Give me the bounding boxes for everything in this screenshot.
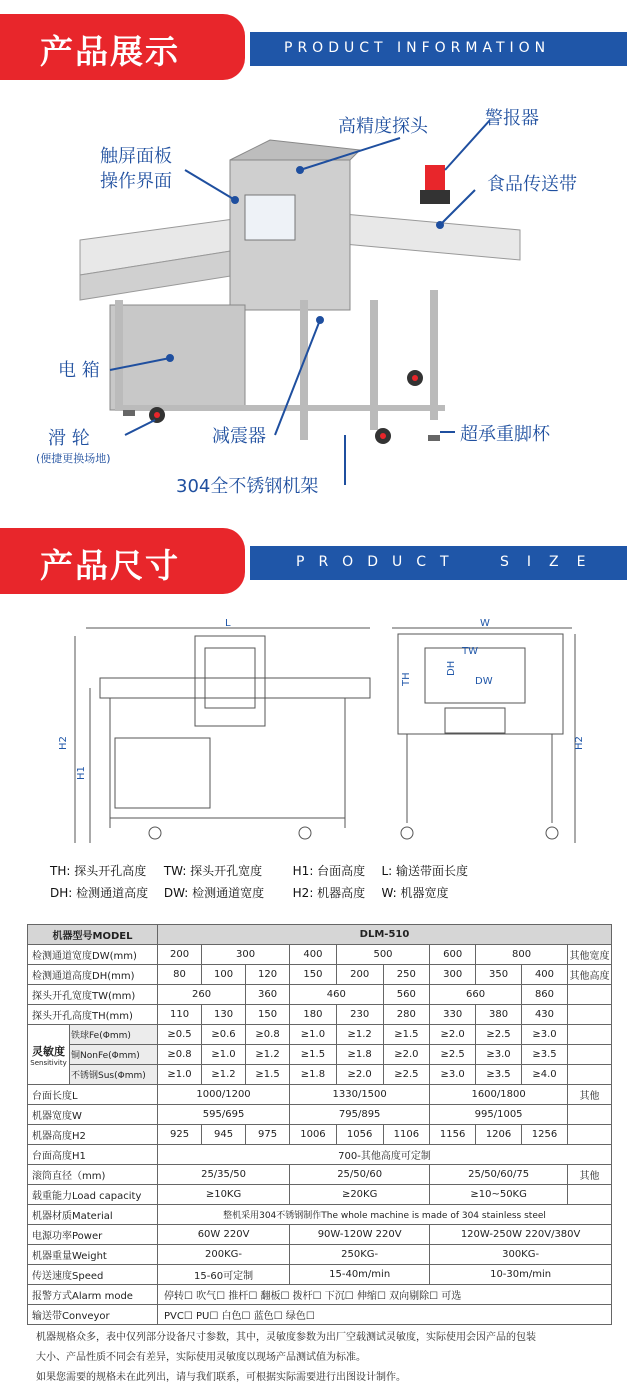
dim-L: L <box>225 618 231 629</box>
th-cell: 130 <box>202 1005 246 1025</box>
legend-row-1 <box>50 862 468 879</box>
dw-cell: 800 <box>476 945 568 965</box>
callout-box: 电 箱 <box>58 360 100 381</box>
callout-wheel: 滑 轮 <box>48 428 90 449</box>
alarm-option: 可选 <box>441 1291 462 1302</box>
tw-cell: 460 <box>290 985 383 1005</box>
banner-title: 产品尺寸 <box>40 546 180 585</box>
dim-DH: DH <box>446 660 457 676</box>
dw-other: 其他宽度 <box>568 945 612 965</box>
fe-cell: ≥0.5 <box>158 1025 202 1045</box>
nonfe-cell: ≥1.8 <box>336 1045 383 1065</box>
nonfe-cell: ≥1.2 <box>246 1045 290 1065</box>
belt-option: PU <box>196 1311 210 1322</box>
th-cell: 430 <box>521 1005 567 1025</box>
dim-W: W <box>480 618 490 629</box>
belt-option: PVC <box>164 1311 184 1322</box>
l-cell: 1330/1500 <box>290 1085 430 1105</box>
legend-item: L: 输送带面长度 <box>381 864 469 878</box>
table-row <box>28 985 612 1005</box>
power-cell: 60W 220V <box>158 1225 290 1245</box>
weight-cell: 300KG- <box>430 1245 612 1265</box>
sensitivity-label <box>28 1025 70 1085</box>
table-row <box>28 1265 612 1285</box>
nonfe-cell: ≥0.8 <box>158 1045 202 1065</box>
banner-red-tab <box>0 528 245 594</box>
legend-item: H1: 台面高度 <box>292 864 366 878</box>
dw-cell: 300 <box>202 945 290 965</box>
table-row <box>28 1285 612 1305</box>
tw-cell: 560 <box>383 985 430 1005</box>
dw-cell: 600 <box>430 945 476 965</box>
table-row <box>28 1125 612 1145</box>
dh-cell: 80 <box>158 965 202 985</box>
fe-cell: ≥1.0 <box>290 1025 337 1045</box>
table-row <box>28 1205 612 1225</box>
callout-probe: 高精度探头 <box>338 116 428 137</box>
fe-cell: ≥0.6 <box>202 1025 246 1045</box>
load-label: 载重能力Load capacity <box>28 1185 158 1205</box>
dim-TH: TH <box>401 672 412 686</box>
product-info-banner <box>0 14 627 80</box>
l-label: 台面长度L <box>28 1085 158 1105</box>
banner-blue-bar <box>250 32 627 66</box>
speed-cell: 15-40m/min <box>290 1265 430 1285</box>
table-row <box>28 945 612 965</box>
tw-cell: 360 <box>246 985 290 1005</box>
sus-cell: ≥1.5 <box>246 1065 290 1085</box>
belt-option: 绿色 <box>285 1311 306 1322</box>
power-cell: 120W-250W 220V/380V <box>430 1225 612 1245</box>
h2-cell: 945 <box>202 1125 246 1145</box>
load-cell: ≥10KG <box>158 1185 290 1205</box>
table-row <box>28 1105 612 1125</box>
fe-label: 铁球Fe(Φmm) <box>70 1025 158 1045</box>
legend-item: H2: 机器高度 <box>292 886 366 900</box>
banner-subtitle-2: SIZE <box>500 554 604 570</box>
alarm-option: 吹气 <box>196 1291 217 1302</box>
dw-cell: 400 <box>290 945 337 965</box>
w-label: 机器宽度W <box>28 1105 158 1125</box>
callout-damper: 减震器 <box>212 426 266 447</box>
legend-item: DH: 检测通道高度 <box>50 886 149 900</box>
belt-options: PVC☐ PU☐ 白色☐ 蓝色☐ 绿色☐ <box>158 1305 612 1325</box>
tw-label: 探头开孔宽度TW(mm) <box>28 985 158 1005</box>
roller-label: 滚筒直径（mm) <box>28 1165 158 1185</box>
alarm-option: 下沉 <box>324 1291 345 1302</box>
l-cell: 1000/1200 <box>158 1085 290 1105</box>
h2-cell: 1156 <box>430 1125 476 1145</box>
roller-cell: 25/50/60 <box>290 1165 430 1185</box>
product-size-banner <box>0 528 627 594</box>
notes <box>36 1328 596 1388</box>
sus-cell: ≥4.0 <box>521 1065 567 1085</box>
belt-option: 白色 <box>221 1311 242 1322</box>
table-row <box>28 1245 612 1265</box>
table-row <box>28 1025 612 1045</box>
dh-cell: 250 <box>383 965 430 985</box>
callout-touch: 触屏面板 <box>100 146 172 167</box>
alarm-option: 推杆 <box>228 1291 249 1302</box>
sus-cell: ≥1.8 <box>290 1065 337 1085</box>
table-row <box>28 965 612 985</box>
th-label: 探头开孔高度TH(mm) <box>28 1005 158 1025</box>
machine-illustration <box>0 90 627 510</box>
legend-item: TW: 探头开孔宽度 <box>163 864 263 878</box>
alarm-option: 双向剔除 <box>389 1291 430 1302</box>
dh-cell: 350 <box>476 965 522 985</box>
sensitivity-en: Sensitivity <box>30 1058 67 1067</box>
weight-cell: 250KG- <box>290 1245 430 1265</box>
table-row <box>28 1005 612 1025</box>
note-line: 大小、产品性质不同会有差异，实际使用灵敏度以现场产品测试值为标准。 <box>36 1352 366 1363</box>
machine-illustration-area <box>0 90 627 510</box>
table-row <box>28 1185 612 1205</box>
sus-label: 不锈钢Sus(Φmm) <box>70 1065 158 1085</box>
dh-cell: 150 <box>290 965 337 985</box>
speed-cell: 10-30m/min <box>430 1265 612 1285</box>
callout-alarm: 警报器 <box>485 108 539 129</box>
nonfe-cell: ≥1.0 <box>202 1045 246 1065</box>
spec-table <box>27 924 612 1325</box>
fe-cell: ≥2.0 <box>430 1025 476 1045</box>
note-line: 机器规格众多，表中仅列部分设备尺寸参数，其中，灵敏度参数为出厂空载测试灵敏度，实际使用会因产品的包装 <box>36 1332 536 1343</box>
tw-cell: 660 <box>430 985 522 1005</box>
dw-cell: 200 <box>158 945 202 965</box>
h2-cell: 975 <box>246 1125 290 1145</box>
dim-TW: TW <box>462 646 478 657</box>
fe-cell: ≥2.5 <box>476 1025 522 1045</box>
dh-cell: 120 <box>246 965 290 985</box>
table-row <box>28 1065 612 1085</box>
th-cell: 150 <box>246 1005 290 1025</box>
material-cell: 整机采用304不锈钢制作The whole machine is made of 304 stainless steel <box>158 1205 612 1225</box>
th-cell: 380 <box>476 1005 522 1025</box>
w-cell: 795/895 <box>290 1105 430 1125</box>
sus-cell: ≥1.0 <box>158 1065 202 1085</box>
table-row <box>28 1225 612 1245</box>
alarm-label: 报警方式Alarm mode <box>28 1285 158 1305</box>
roller-other: 其他 <box>568 1165 612 1185</box>
nonfe-cell: ≥2.5 <box>430 1045 476 1065</box>
alarm-option: 拨杆 <box>292 1291 313 1302</box>
dim-H2-side: H2 <box>574 736 585 750</box>
dimension-drawing <box>0 618 627 848</box>
callout-wheel-note: (便捷更换场地) <box>36 452 111 465</box>
h2-cell: 1206 <box>476 1125 522 1145</box>
callout-conveyor: 食品传送带 <box>487 174 577 195</box>
sensitivity-zh: 灵敏度 <box>32 1044 65 1058</box>
h2-label: 机器高度H2 <box>28 1125 158 1145</box>
th-cell: 110 <box>158 1005 202 1025</box>
table-row <box>28 925 612 945</box>
h1-cell: 700-其他高度可定制 <box>158 1145 612 1165</box>
sus-cell: ≥1.2 <box>202 1065 246 1085</box>
nonfe-cell: ≥2.0 <box>383 1045 430 1065</box>
table-row <box>28 1045 612 1065</box>
banner-blue-bar <box>250 546 627 580</box>
dh-cell: 400 <box>521 965 567 985</box>
nonfe-cell: ≥1.5 <box>290 1045 337 1065</box>
model-label: 机器型号MODEL <box>28 925 158 945</box>
legend-item: DW: 检测通道宽度 <box>163 886 265 900</box>
l-other: 其他 <box>568 1085 612 1105</box>
fe-cell: ≥3.0 <box>521 1025 567 1045</box>
fe-cell: ≥1.2 <box>336 1025 383 1045</box>
th-cell: 280 <box>383 1005 430 1025</box>
speed-label: 传送速度Speed <box>28 1265 158 1285</box>
callout-foot: 超承重脚杯 <box>460 424 550 445</box>
sus-cell: ≥3.0 <box>430 1065 476 1085</box>
h1-label: 台面高度H1 <box>28 1145 158 1165</box>
power-cell: 90W-120W 220V <box>290 1225 430 1245</box>
dw-cell: 500 <box>336 945 429 965</box>
power-label: 电源功率Power <box>28 1225 158 1245</box>
h2-cell: 1056 <box>336 1125 383 1145</box>
table-row <box>28 1085 612 1105</box>
load-cell: ≥20KG <box>290 1185 430 1205</box>
dh-cell: 100 <box>202 965 246 985</box>
legend-item: W: 机器宽度 <box>381 886 449 900</box>
table-row <box>28 1305 612 1325</box>
weight-cell: 200KG- <box>158 1245 290 1265</box>
banner-subtitle: PRODUCT INFORMATION <box>284 40 551 56</box>
load-cell: ≥10~50KG <box>430 1185 568 1205</box>
sus-cell: ≥2.0 <box>336 1065 383 1085</box>
banner-subtitle-1: PRODUCT <box>296 554 463 570</box>
sus-cell: ≥2.5 <box>383 1065 430 1085</box>
th-cell: 180 <box>290 1005 337 1025</box>
h2-cell: 1006 <box>290 1125 337 1145</box>
alarm-option: 停转 <box>164 1291 184 1302</box>
note-line: 如果您需要的规格未在此列出，请与我们联系，可根据实际需要进行出图设计制作。 <box>36 1372 406 1383</box>
material-label: 机器材质Material <box>28 1205 158 1225</box>
dh-other: 其他高度 <box>568 965 612 985</box>
alarm-option: 伸缩 <box>356 1291 377 1302</box>
table-row <box>28 1165 612 1185</box>
dw-label: 检测通道宽度DW(mm) <box>28 945 158 965</box>
callout-frame: 304全不锈钢机架 <box>176 476 319 497</box>
w-cell: 995/1005 <box>430 1105 568 1125</box>
h2-cell: 925 <box>158 1125 202 1145</box>
legend-row-2 <box>50 884 449 901</box>
table-row <box>28 1145 612 1165</box>
sus-cell: ≥3.5 <box>476 1065 522 1085</box>
l-cell: 1600/1800 <box>430 1085 568 1105</box>
weight-label: 机器重量Weight <box>28 1245 158 1265</box>
legend-item: TH: 探头开孔高度 <box>50 864 147 878</box>
banner-title: 产品展示 <box>40 32 180 71</box>
th-cell: 330 <box>430 1005 476 1025</box>
banner-red-tab <box>0 14 245 80</box>
h2-cell: 1106 <box>383 1125 430 1145</box>
fe-cell: ≥1.5 <box>383 1025 430 1045</box>
th-cell: 230 <box>336 1005 383 1025</box>
roller-cell: 25/50/60/75 <box>430 1165 568 1185</box>
dim-H1: H1 <box>76 766 87 780</box>
model-value: DLM-510 <box>158 925 612 945</box>
tw-cell: 260 <box>158 985 246 1005</box>
nonfe-cell: ≥3.5 <box>521 1045 567 1065</box>
h2-cell: 1256 <box>521 1125 567 1145</box>
callout-touch2: 操作界面 <box>100 171 172 192</box>
dh-label: 检测通道高度DH(mm) <box>28 965 158 985</box>
fe-cell: ≥0.8 <box>246 1025 290 1045</box>
belt-option: 蓝色 <box>253 1311 274 1322</box>
alarm-option: 翻板 <box>260 1291 281 1302</box>
dh-cell: 300 <box>430 965 476 985</box>
belt-label: 输送带Conveyor <box>28 1305 158 1325</box>
roller-cell: 25/35/50 <box>158 1165 290 1185</box>
nonfe-cell: ≥3.0 <box>476 1045 522 1065</box>
nonfe-label: 铜NonFe(Φmm) <box>70 1045 158 1065</box>
w-cell: 595/695 <box>158 1105 290 1125</box>
speed-cell: 15-60可定制 <box>158 1265 290 1285</box>
dim-DW: DW <box>475 676 493 687</box>
tw-cell: 860 <box>521 985 567 1005</box>
dh-cell: 200 <box>336 965 383 985</box>
dim-H2: H2 <box>58 736 69 750</box>
alarm-options: 停转☐ 吹气☐ 推杆☐ 翻板☐ 拨杆☐ 下沉☐ 伸缩☐ 双向剔除☐ 可选 <box>158 1285 612 1305</box>
